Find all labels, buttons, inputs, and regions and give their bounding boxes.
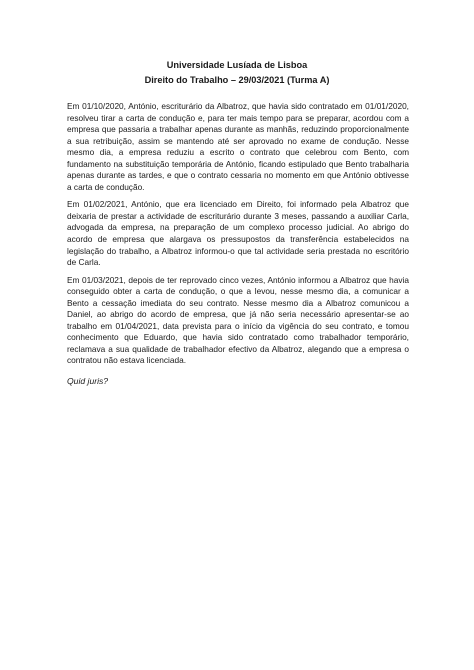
university-name: Universidade Lusíada de Lisboa (166, 60, 308, 70)
exam-title: Direito do Trabalho – 29/03/2021 (Turma A) (144, 75, 330, 85)
paragraph-2: Em 01/02/2021, António, que era licenciado em Direito, foi informado pela Albatroz que deixaria de prestar a actividade de escriturário durante 3 meses, passando a auxiliar Carla, advogada da empresa, na preparação de um complexo processo judicial. Ao abrigo do acordo de empresa que alargava os pressupostos da transferência estabelecidos na legislação do trabalho, a Albatroz informou-o que tal actividade seria prestada no escritório de Carla. (67, 199, 409, 268)
document-header (0, 58, 474, 88)
paragraph-1: Em 01/10/2020, António, escriturário da Albatroz, que havia sido contratado em 01/01/2020, resolveu tirar a carta de condução e, para ter mais tempo para se preparar, acordou com a empresa que passaria a trabalhar apenas durante as manhãs, reduzindo proporcionalmente a sua retribuição, assim se mantendo até ser aprovado no exame de condução. Nesse mesmo dia, a empresa reduziu a escrito o contrato que celebrou com Bento, com fundamento na substituição temporária de António, ficando estipulado que Bento trabalharia apenas durante as tardes, e que o contrato cessaria no momento em que António obtivesse a carta de condução. (67, 101, 409, 192)
case-text (67, 101, 409, 373)
question: Quid juris? (67, 376, 109, 386)
paragraph-3: Em 01/03/2021, depois de ter reprovado cinco vezes, António informou a Albatroz que havia conseguido obter a carta de condução, o que a levou, nesse mesmo dia, a comunicar a Bento a cessação imediata do seu contrato. Nesse mesmo dia a Albatroz comunicou a Daniel, ao abrigo do acordo de empresa, que já não seria necessário apresentar-se ao trabalho em 01/04/2021, data prevista para o início da vigência do seu contrato, e tomou conhecimento que Eduardo, que havia sido contratado como trabalhador temporário, reclamava a sua qualidade de trabalhador efectivo da Albatroz, alegando que a empresa o contratou não estava licenciada. (67, 274, 409, 366)
